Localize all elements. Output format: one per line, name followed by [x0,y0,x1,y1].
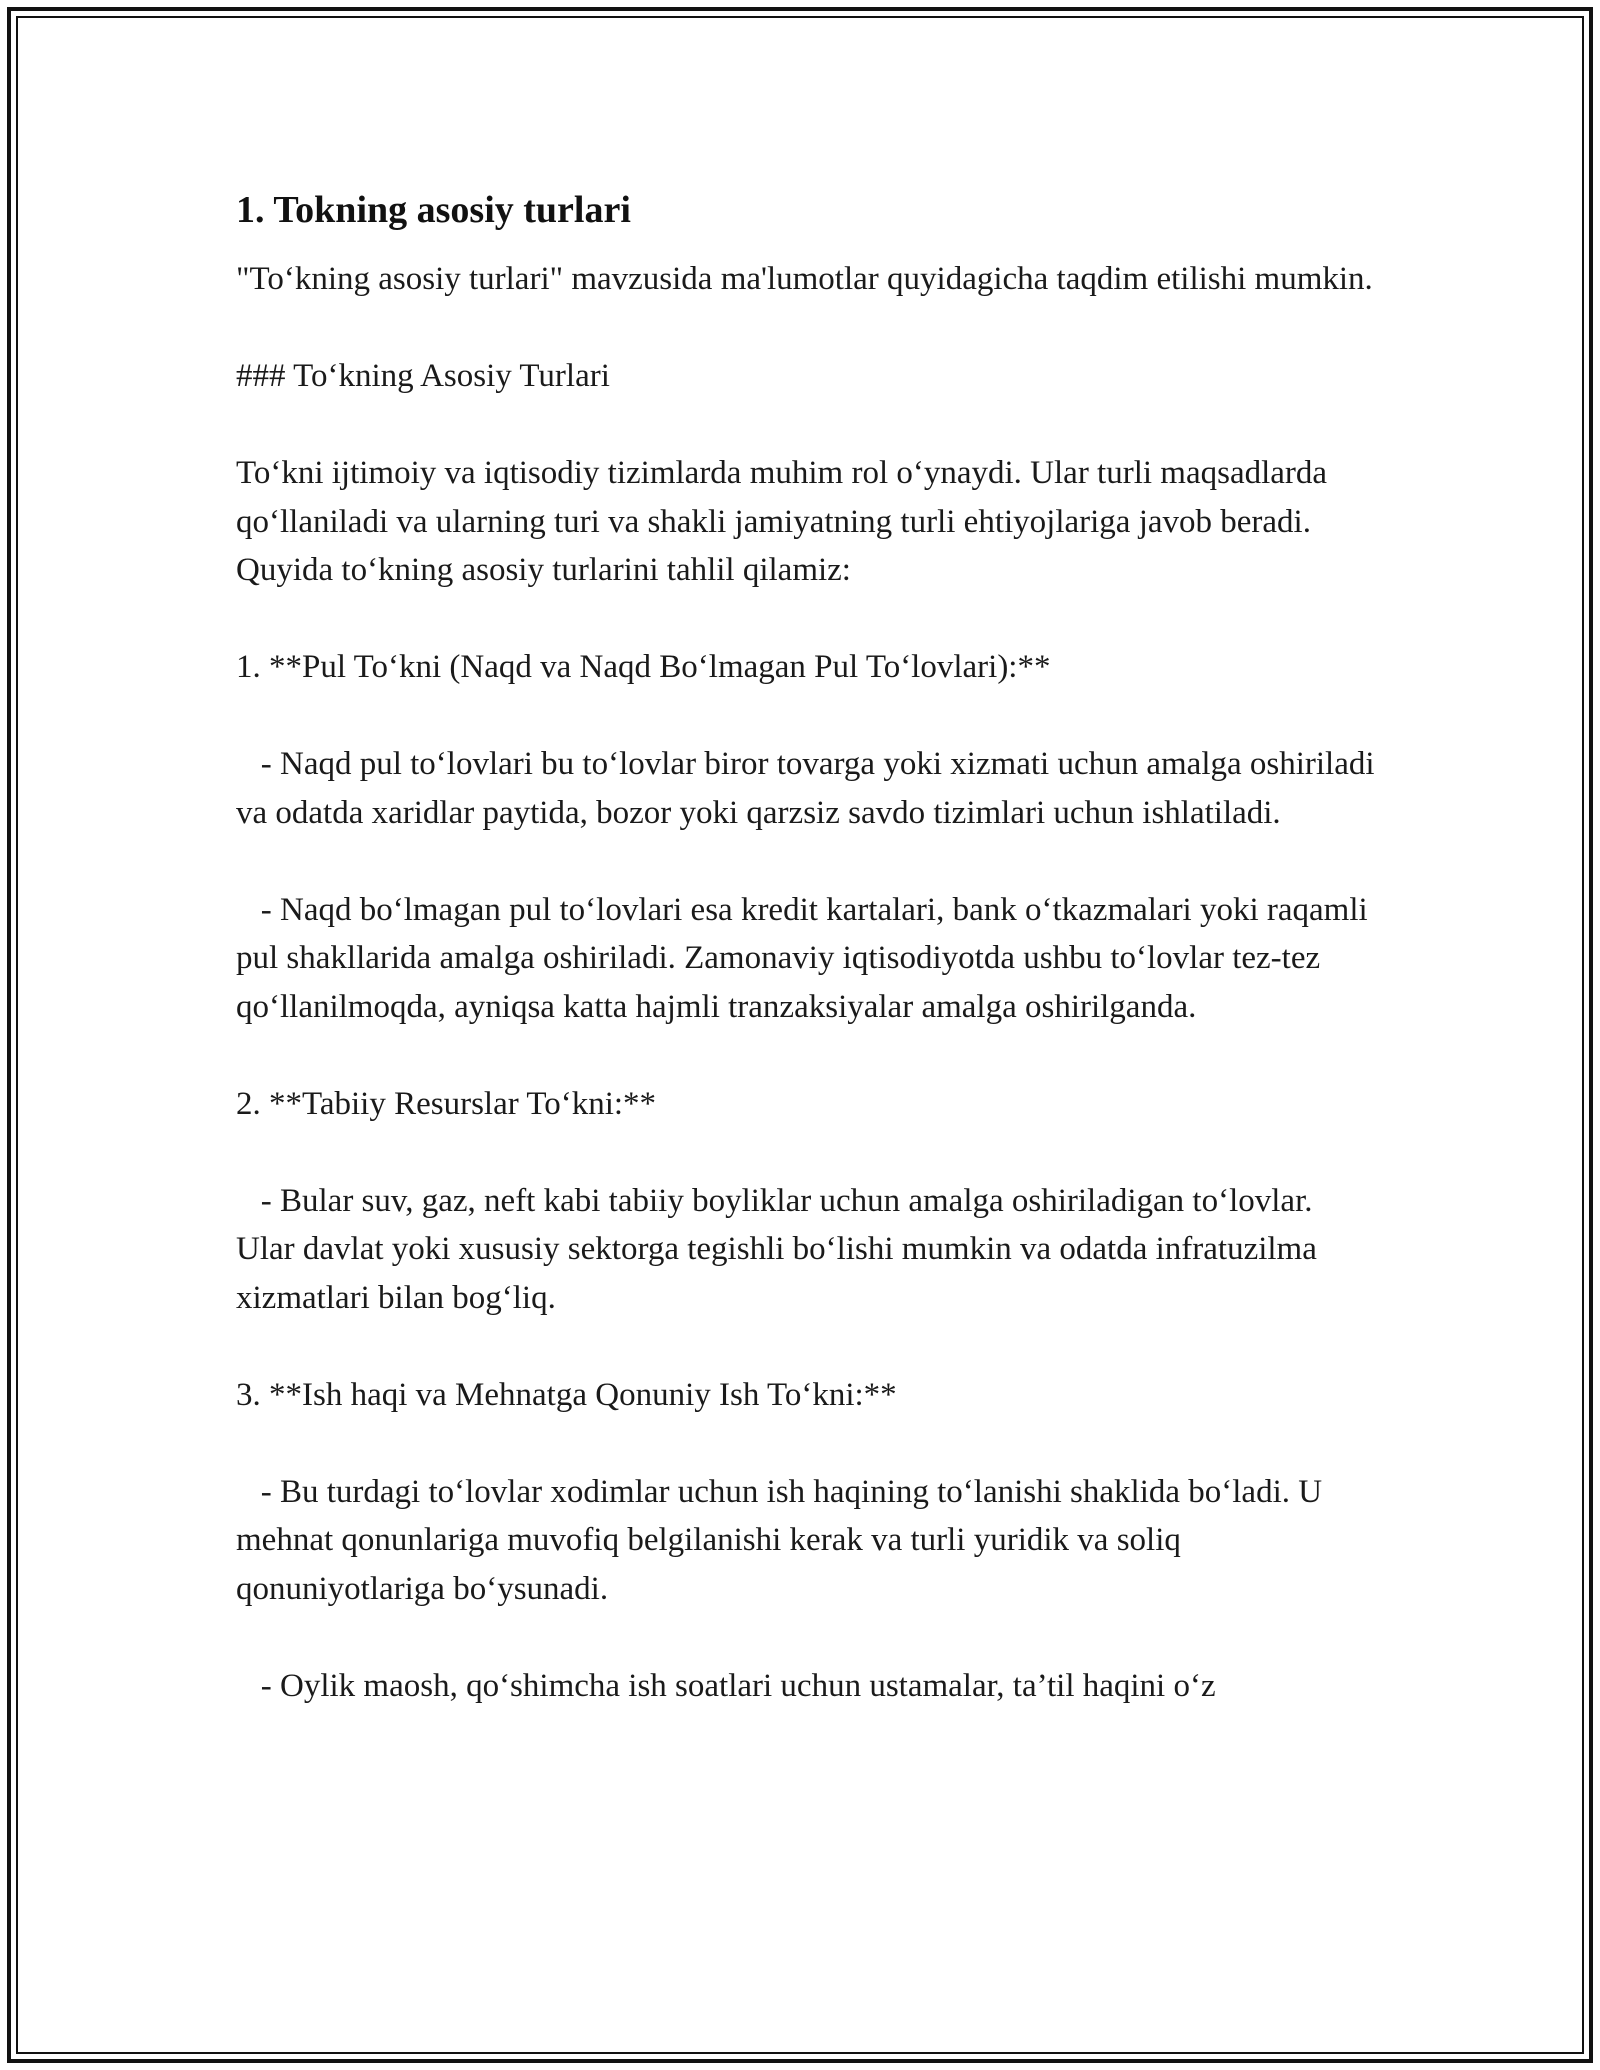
list-item-1-heading: 1. **Pul To‘kni (Naqd va Naqd Bo‘lmagan Pul To‘lovlari):** [236,649,1051,685]
list-item-3-heading: 3. **Ish haqi va Mehnatga Qonuniy Ish To‘kni:** [236,1376,897,1413]
list-item-3-point-2: - Oylik maosh, qo‘shimcha ish soatlari uchun ustamalar, ta’til haqini o‘z [236,1667,1216,1704]
list-item-2-heading: 2. **Tabiiy Resurslar To‘kni:** [236,1085,657,1122]
list-item-1-point-1: - Naqd pul to‘lovlari bu to‘lovlar biror tovarga yoki xizmati uchun amalga oshiriladi va odatda xaridlar paytida, bozor yoki qarzsiz savdo tizimlari uchun ishlatiladi. [236,746,1383,831]
list-item-2-point-1: - Bular suv, gaz, neft kabi tabiiy boyliklar uchun amalga oshiriladigan to‘lovlar. Ular davlat yoki xususiy sektorga tegishli bo‘lishi mumkin va odatda infratuzilma xizmatlari bilan bog‘liq. [236,1182,1326,1316]
section-heading-text: ### To‘kning Asosiy Turlari [236,358,610,394]
document-body [236,186,1383,1759]
list-item-3-point-1: - Bu turdagi to‘lovlar xodimlar uchun ish haqining to‘lanishi shaklida bo‘ladi. U mehnat qonunlariga muvofiq belgilanishi kerak va turli yuridik va soliq qonuniyotlariga bo‘ysunadi. [236,1473,1331,1607]
document-title: 1. Tokning asosiy turlari [236,189,631,231]
list-item-1-point-2: - Naqd bo‘lmagan pul to‘lovlari esa kredit kartalari, bank o‘tkazmalari yoki raqamli pul shakllarida amalga oshiriladi. Zamonaviy iqtisodiyotda ushbu to‘lovlar tez-tez qo‘llanilmoqda, ayniqsa katta hajmli tranzaksiyalar amalga oshirilganda. [236,891,1376,1025]
overview-paragraph: To‘kni ijtimoiy va iqtisodiy tizimlarda muhim rol o‘ynaydi. Ular turli maqsadlarda qo‘llaniladi va ularning turi va shakli jamiyatning turli ehtiyojlariga javob beradi. Quyida to‘kning asosiy turlarini tahlil qilamiz: [236,455,1328,588]
intro-paragraph: "To‘kning asosiy turlari" mavzusida ma'lumotlar quyidagicha taqdim etilishi mumkin. [236,261,1373,297]
